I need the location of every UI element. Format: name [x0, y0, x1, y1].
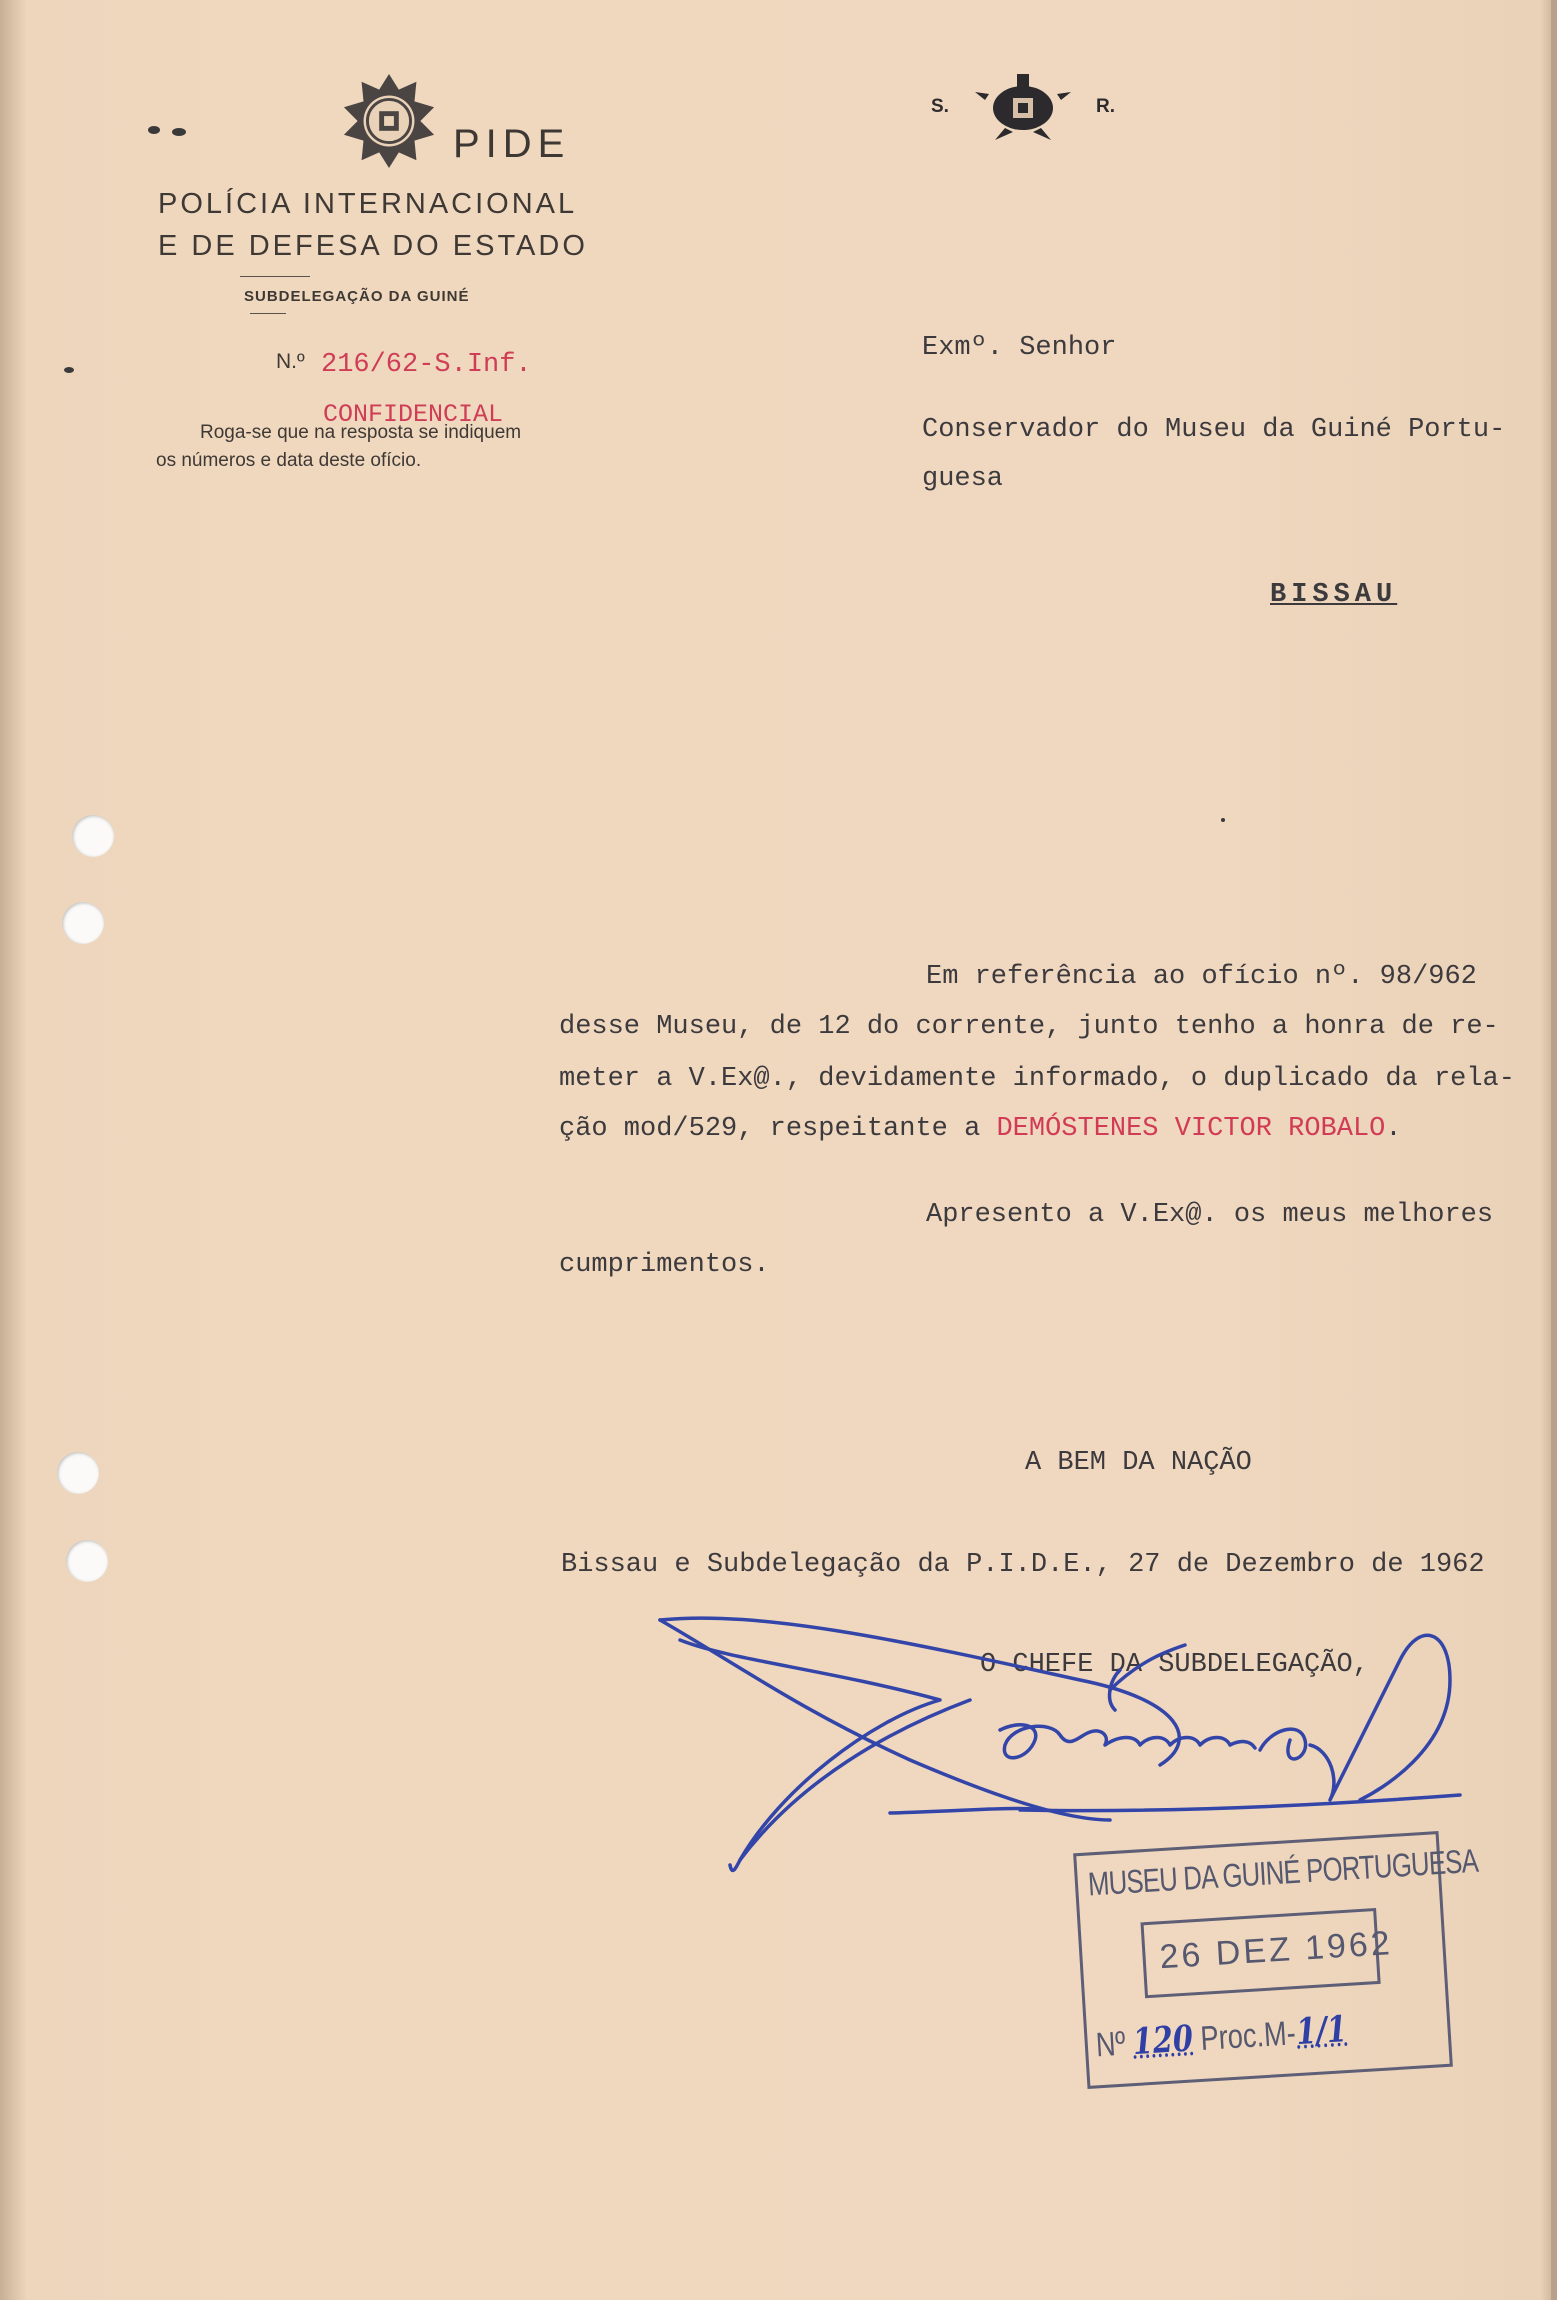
- stamp-proc-separator: -: [1285, 2014, 1298, 2053]
- stamp-number-label: Nº: [1094, 2024, 1127, 2065]
- punch-hole: [66, 1540, 108, 1582]
- signer-title: O CHEFE DA SUBDELEGAÇÃO,: [980, 1650, 1369, 1680]
- classification-mark: CONFIDENCIAL: [323, 400, 504, 429]
- body-line: cumprimentos.: [559, 1250, 770, 1280]
- stamp-proc-value: 1/1: [1295, 2008, 1349, 2054]
- stamp-date-box: [1140, 1908, 1394, 1998]
- body-text: .: [1385, 1114, 1402, 1144]
- addressee-line: guesa: [922, 464, 1004, 494]
- paper-left-edge: [0, 0, 26, 2300]
- ink-speck: [172, 128, 186, 136]
- reference-number: 216/62-S.Inf.: [321, 350, 532, 380]
- letterhead-title: PIDE: [453, 122, 571, 166]
- divider: [250, 313, 286, 314]
- stamp-date: 26 DEZ 1962: [1158, 1924, 1394, 1977]
- reply-instruction: os números e data deste ofício.: [156, 450, 422, 471]
- punch-hole: [72, 815, 114, 857]
- agency-name-line: E DE DEFESA DO ESTADO: [158, 230, 588, 262]
- stamp-footer: [1095, 2008, 1349, 2065]
- service-mark-right: R.: [1096, 96, 1115, 117]
- dateline: Bissau e Subdelegação da P.I.D.E., 27 de Dezembro de 1962: [561, 1550, 1485, 1580]
- subdelegation-name: SUBDELEGAÇÃO DA GUINÉ: [244, 288, 470, 305]
- ink-speck: [148, 126, 160, 134]
- ink-speck: [1221, 818, 1225, 822]
- stamp-proc-label: Proc.M: [1199, 2014, 1288, 2058]
- addressee-city: BISSAU: [1270, 580, 1398, 610]
- body-text: ção mod/529, respeitante a: [559, 1114, 997, 1144]
- body-line: meter a V.Ex@., devidamente informado, o duplicado da rela-: [559, 1064, 1515, 1094]
- reference-number-label: N.º: [276, 350, 305, 373]
- stamp-number-value: 120: [1131, 2017, 1195, 2064]
- body-line: Apresento a V.Ex@. os meus melhores: [926, 1200, 1494, 1230]
- coat-of-arms-icon: [975, 70, 1071, 142]
- closing-motto: A BEM DA NAÇÃO: [1025, 1448, 1252, 1478]
- punch-hole: [57, 1452, 99, 1494]
- museum-reception-stamp: [1073, 1831, 1479, 2089]
- service-mark-left: S.: [931, 96, 949, 117]
- agency-name-line: POLÍCIA INTERNACIONAL: [158, 188, 578, 220]
- subject-name: DEMÓSTENES VICTOR ROBALO: [996, 1114, 1386, 1144]
- stamp-header: MUSEU DA GUINÉ PORTUGUESA: [1086, 1841, 1479, 1903]
- ink-speck: [64, 367, 74, 373]
- body-line: Em referência ao ofício nº. 98/962: [926, 962, 1477, 992]
- divider: [240, 276, 310, 277]
- addressee-line: Conservador do Museu da Guiné Portu-: [922, 415, 1506, 445]
- body-line: [559, 1114, 1402, 1144]
- body-line: desse Museu, de 12 do corrente, junto tenho a honra de re-: [559, 1012, 1499, 1042]
- pide-emblem-icon: [340, 72, 438, 170]
- reply-instruction: Roga-se que na resposta se indiquem: [200, 422, 522, 443]
- salutation: Exmº. Senhor: [922, 333, 1117, 363]
- punch-hole: [62, 902, 104, 944]
- paper-right-edge: [1551, 0, 1557, 2300]
